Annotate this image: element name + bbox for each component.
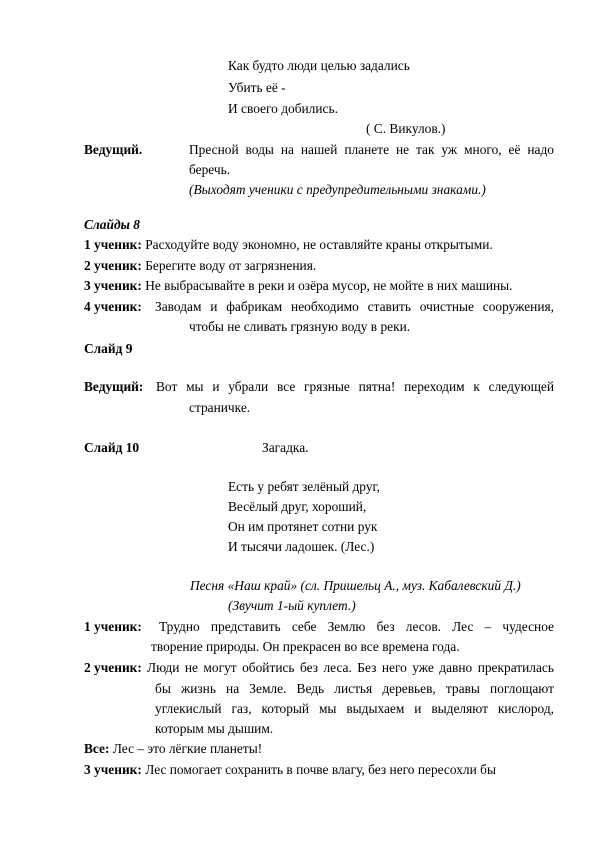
- speaker-label: 1 ученик:: [84, 237, 142, 252]
- riddle-line: Есть у ребят зелёный друг,: [228, 479, 380, 494]
- speech-line: [84, 760, 496, 780]
- speech-text: которым мы дышим.: [155, 721, 274, 736]
- speech-text: Берегите воду от загрязнения.: [145, 258, 317, 273]
- speech-line: [84, 256, 316, 276]
- riddle-line: И тысячи ладошек. (Лес.): [228, 539, 375, 554]
- stage-direction: (Звучит 1-ый куплет.): [228, 598, 356, 613]
- speaker-label: 3 ученик:: [84, 278, 142, 293]
- speaker-label: 2 ученик:: [84, 258, 142, 273]
- slide-title: Слайд 9: [84, 341, 133, 356]
- stage-direction: (Выходят ученики с предупредительными знаками.): [189, 182, 486, 197]
- host-text: Пресной воды на нашей планете не так уж много, её надо: [189, 142, 554, 157]
- riddle-line: Он им протянет сотни рук: [228, 519, 378, 534]
- speaker-label: 3 ученик:: [84, 762, 142, 777]
- speaker-label: Все:: [84, 741, 110, 756]
- speech-text: Трудно представить себе Землю без лесов. Лес – чудесное: [159, 619, 554, 634]
- speech-text: Лес – это лёгкие планеты!: [112, 741, 263, 756]
- speech-text: Заводам и фабрикам необходимо ставить очистные сооружения,: [155, 299, 554, 314]
- speaker-label: 1 ученик:: [84, 619, 142, 634]
- host-text: страничке.: [189, 400, 251, 415]
- poem-line: Как будто люди целью задались: [228, 58, 410, 73]
- speech-line: [84, 235, 493, 255]
- speech-text: творение природы. Он прекрасен во все времена года.: [151, 639, 460, 654]
- riddle-heading: Загадка.: [262, 440, 309, 455]
- speech-line: [84, 276, 513, 296]
- poem-line: И своего добились.: [228, 101, 338, 116]
- riddle-line: Весёлый друг, хороший,: [228, 499, 367, 514]
- host-text: беречь.: [189, 162, 231, 177]
- song-title: Песня «Наш край» (сл. Пришельц А., муз. Кабалевский Д.): [190, 578, 521, 593]
- host-text: Вот мы и убрали все грязные пятна! переходим к следующей: [156, 379, 554, 394]
- speech-text: бы жизнь на Земле. Ведь листья деревьев, травы поглощают: [155, 681, 554, 696]
- speech-text: Не выбрасывайте в реки и озёра мусор, не мойте в них машины.: [145, 278, 513, 293]
- speaker-label: 4 ученик:: [84, 299, 142, 314]
- slide-title: Слайд 10: [84, 440, 140, 455]
- poem-line: Убить её -: [228, 80, 286, 95]
- speaker-label: Ведущий:: [84, 379, 144, 394]
- speech-text: чтобы не сливать грязную воду в реки.: [189, 319, 411, 334]
- speech-text: Лес помогает сохранить в почве влагу, без него пересохли бы: [145, 762, 496, 777]
- speech-text: Люди не могут обойтись без леса. Без него уже давно прекратилась: [147, 660, 554, 675]
- slide-title: Слайды 8: [84, 217, 140, 232]
- speech-text: Расходуйте воду экономно, не оставляйте краны открытыми.: [145, 237, 493, 252]
- speech-text: углекислый газ, который мы выдыхаем и выделяют кислород,: [155, 701, 554, 716]
- speech-line: [84, 739, 262, 759]
- speaker-label: 2 ученик:: [84, 660, 142, 675]
- poem-author: ( С. Викулов.): [366, 121, 446, 136]
- speaker-label: Ведущий.: [84, 142, 143, 157]
